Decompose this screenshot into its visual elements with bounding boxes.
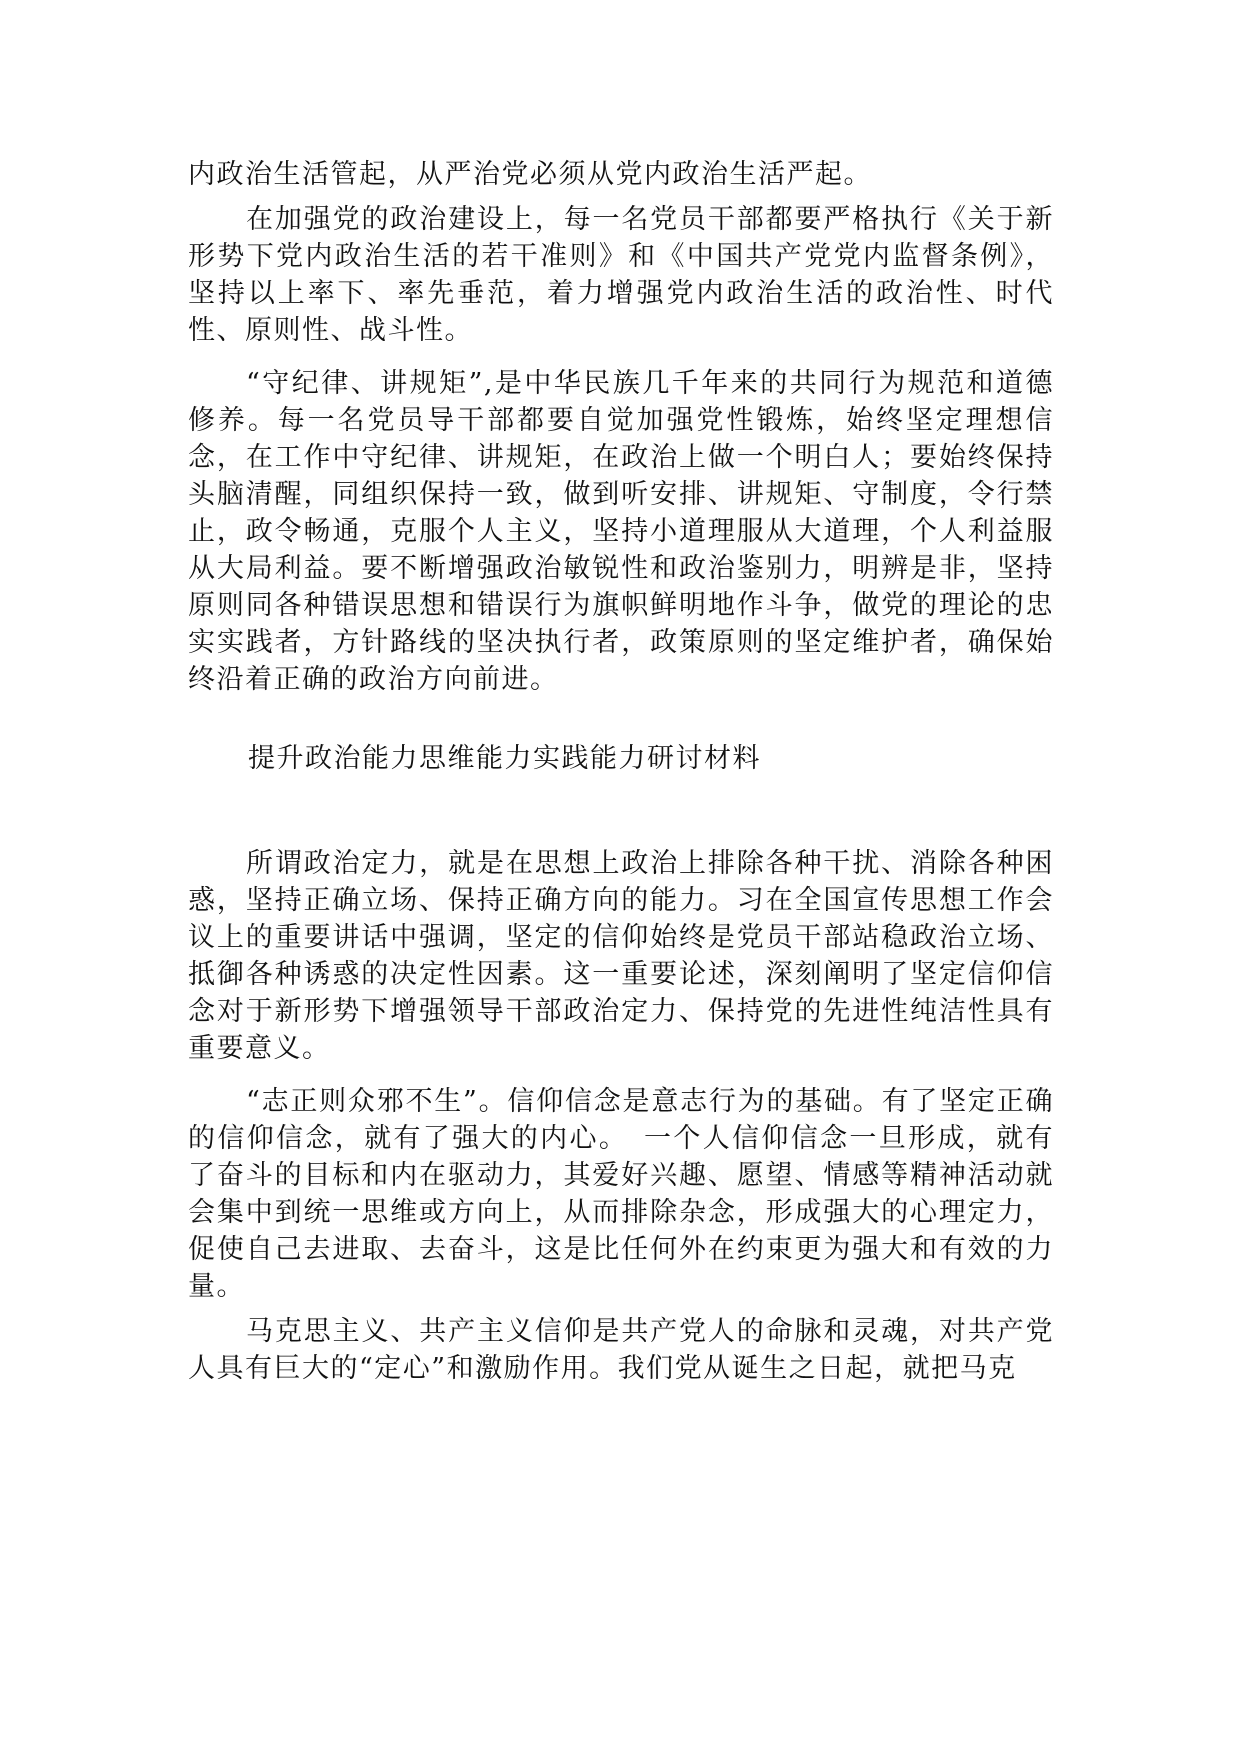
- paragraph-firm-belief: “志正则众邪不生”。信仰信念是意志行为的基础。有了坚定正确的信仰信念，就有了强大的内心。 一个人信仰信念一旦形成，就有了奋斗的目标和内在驱动力，其爱好兴趣、愿望、情感等精神活动就会集中到统一思维或方向上，从而排除杂念，形成强大的心理定力，促使自己去进取、去奋斗，这是比任何外在约束更为强大和有效的力量。: [188, 1086, 1054, 1302]
- paragraph-party-building: 在加强党的政治建设上，每一名党员干部都要严格执行《关于新形势下党内政治生活的若干准则》和《中国共产党党内监督条例》，坚持以上率下、率先垂范，着力增强党内政治生活的政治性、时代性、原则性、战斗性。: [188, 204, 1054, 346]
- paragraph-marxism-faith: 马克思主义、共产主义信仰是共产党人的命脉和灵魂，对共产党人具有巨大的“定心”和激励作用。我们党从诞生之日起，就把马克: [188, 1316, 1054, 1384]
- paragraph-discipline-rules: “守纪律、讲规矩”,是中华民族几千年来的共同行为规范和道德修养。每一名党员导干部都要自觉加强党性锻炼，始终坚定理想信念，在工作中守纪律、讲规矩，在政治上做一个明白人；要始终保持头脑清醒，同组织保持一致，做到听安排、讲规矩、守制度，令行禁止，政令畅通，克服个人主义，坚持小道理服从大道理，个人利益服从大局利益。要不断增强政治敏锐性和政治鉴别力，明辨是非，坚持原则同各种错误思想和错误行为旗帜鲜明地作斗争，做党的理论的忠实实践者，方针路线的坚决执行者，政策原则的坚定维护者，确保始终沿着正确的政治方向前进。: [188, 368, 1054, 695]
- section-title: 提升政治能力思维能力实践能力研讨材料: [248, 743, 761, 774]
- paragraph-political-resolve: 所谓政治定力，就是在思想上政治上排除各种干扰、消除各种困惑，坚持正确立场、保持正确方向的能力。习在全国宣传思想工作会议上的重要讲话中强调，坚定的信仰始终是党员干部站稳政治立场、抵御各种诱惑的决定性因素。这一重要论述，深刻阐明了坚定信仰信念对于新形势下增强领导干部政治定力、保持党的先进性纯洁性具有重要意义。: [188, 848, 1054, 1064]
- paragraph-continuation: 内政治生活管起，从严治党必须从党内政治生活严起。: [188, 159, 872, 190]
- document-page: [188, 156, 1054, 1387]
